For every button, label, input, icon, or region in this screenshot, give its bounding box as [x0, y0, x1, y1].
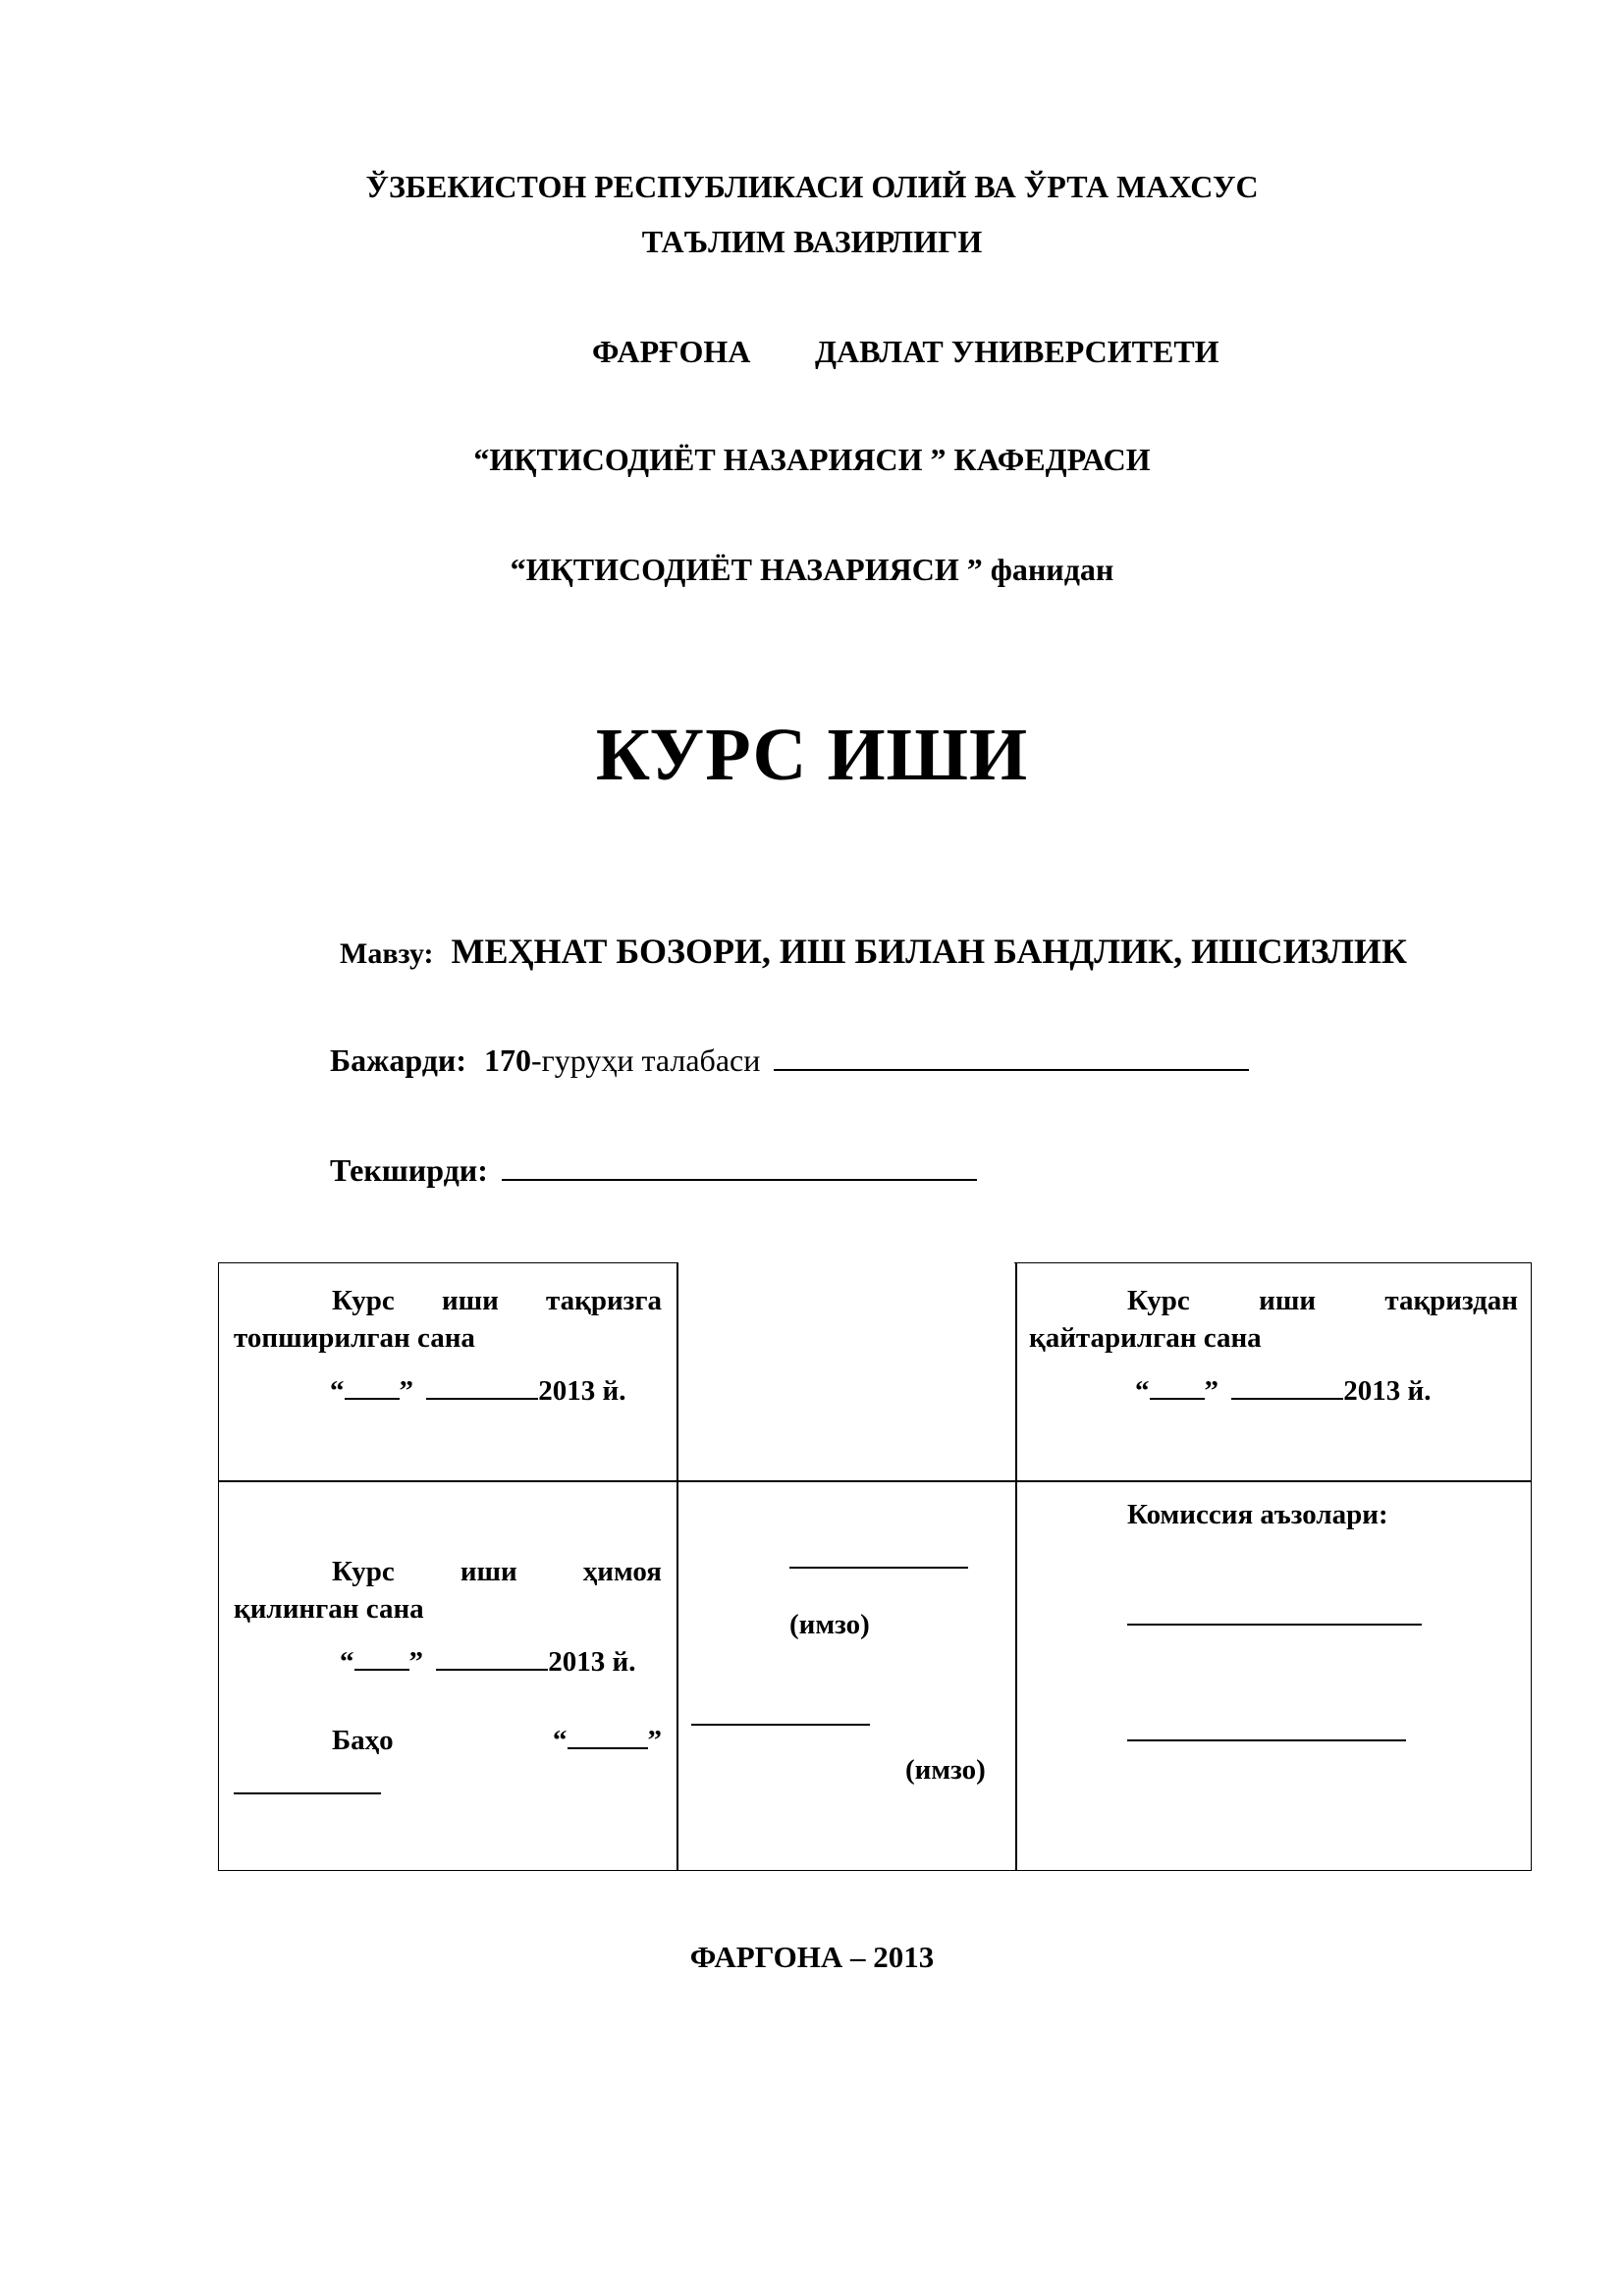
- subject-suffix: фанидан: [990, 552, 1114, 587]
- commission-member-line-1: [1127, 1624, 1422, 1626]
- performed-line: [330, 1042, 1249, 1079]
- footer-city-year: ФАРГОНА – 2013: [689, 1940, 935, 1974]
- checker-name-blank: [502, 1179, 977, 1181]
- signature-label-2: (имзо): [905, 1754, 986, 1786]
- ministry-line-1: ЎЗБЕКИСТОН РЕСПУБЛИКАСИ ОЛИЙ ВА ЎРТА МАХСУС: [365, 169, 1259, 204]
- month-blank: [426, 1398, 538, 1400]
- submitted-date: “ ” 2013 й.: [330, 1375, 626, 1407]
- day-blank: [345, 1398, 400, 1400]
- month-blank: [436, 1669, 548, 1671]
- commission-label: Комиссия аъзолари:: [1127, 1499, 1388, 1530]
- grade-blank: “ ”: [553, 1725, 662, 1756]
- returned-date: “ ” 2013 й.: [1135, 1375, 1432, 1407]
- subject-line: [0, 552, 1624, 588]
- submitted-line-1: Курс иши тақризга: [332, 1285, 662, 1316]
- student-name-blank: [774, 1069, 1249, 1071]
- university-name-part2: ДАВЛАТ УНИВЕРСИТЕТИ: [815, 334, 1219, 369]
- table-divider-right: [1015, 1262, 1017, 1871]
- topic-value: МЕҲНАТ БОЗОРИ, ИШ БИЛАН БАНДЛИК, ИШСИЗЛИК: [451, 932, 1408, 971]
- cell-defended: [234, 1553, 662, 1804]
- month-blank: [1231, 1398, 1343, 1400]
- topic-label: Мавзу:: [340, 937, 434, 970]
- defended-line-2: қилинган сана: [234, 1593, 424, 1625]
- submitted-line-2: топширилган сана: [234, 1322, 475, 1354]
- document-title: КУРС ИШИ: [595, 714, 1029, 796]
- cell-returned: [1029, 1282, 1518, 1410]
- table-divider-left: [677, 1262, 678, 1871]
- university-name-part1: ФАРҒОНА: [592, 334, 751, 369]
- defended-line-1: Курс иши ҳимоя: [332, 1556, 662, 1587]
- subject-name: “ИҚТИСОДИЁТ НАЗАРИЯСИ ”: [510, 552, 983, 587]
- checked-line: [330, 1152, 977, 1189]
- signature-label-1: (имзо): [789, 1609, 870, 1640]
- topic-line: [340, 931, 1407, 972]
- signature-line-1: [789, 1567, 968, 1569]
- group-text: -гуруҳи талабаси: [531, 1042, 761, 1078]
- grade-value-blank: [234, 1792, 381, 1794]
- ministry-line-2: ТАЪЛИМ ВАЗИРЛИГИ: [641, 224, 983, 259]
- day-blank: [354, 1669, 409, 1671]
- grade-line: [234, 1722, 662, 1759]
- cell-submitted: [234, 1282, 662, 1410]
- group-number: 170: [484, 1042, 532, 1078]
- grade-label: Баҳо: [332, 1725, 394, 1756]
- defended-date: “ ” 2013 й.: [340, 1646, 636, 1678]
- department-name: “ИҚТИСОДИЁТ НАЗАРИЯСИ ” КАФЕДРАСИ: [473, 442, 1151, 477]
- day-blank: [1150, 1398, 1205, 1400]
- commission-member-line-2: [1127, 1739, 1406, 1741]
- signature-line-2: [691, 1724, 870, 1726]
- performed-label: Бажарди:: [330, 1042, 467, 1078]
- returned-line-2: қайтарилган сана: [1029, 1322, 1262, 1354]
- returned-line-1: Курс иши тақриздан: [1127, 1285, 1518, 1316]
- checked-label: Текширди:: [330, 1152, 488, 1188]
- table-row-divider: [218, 1480, 1532, 1482]
